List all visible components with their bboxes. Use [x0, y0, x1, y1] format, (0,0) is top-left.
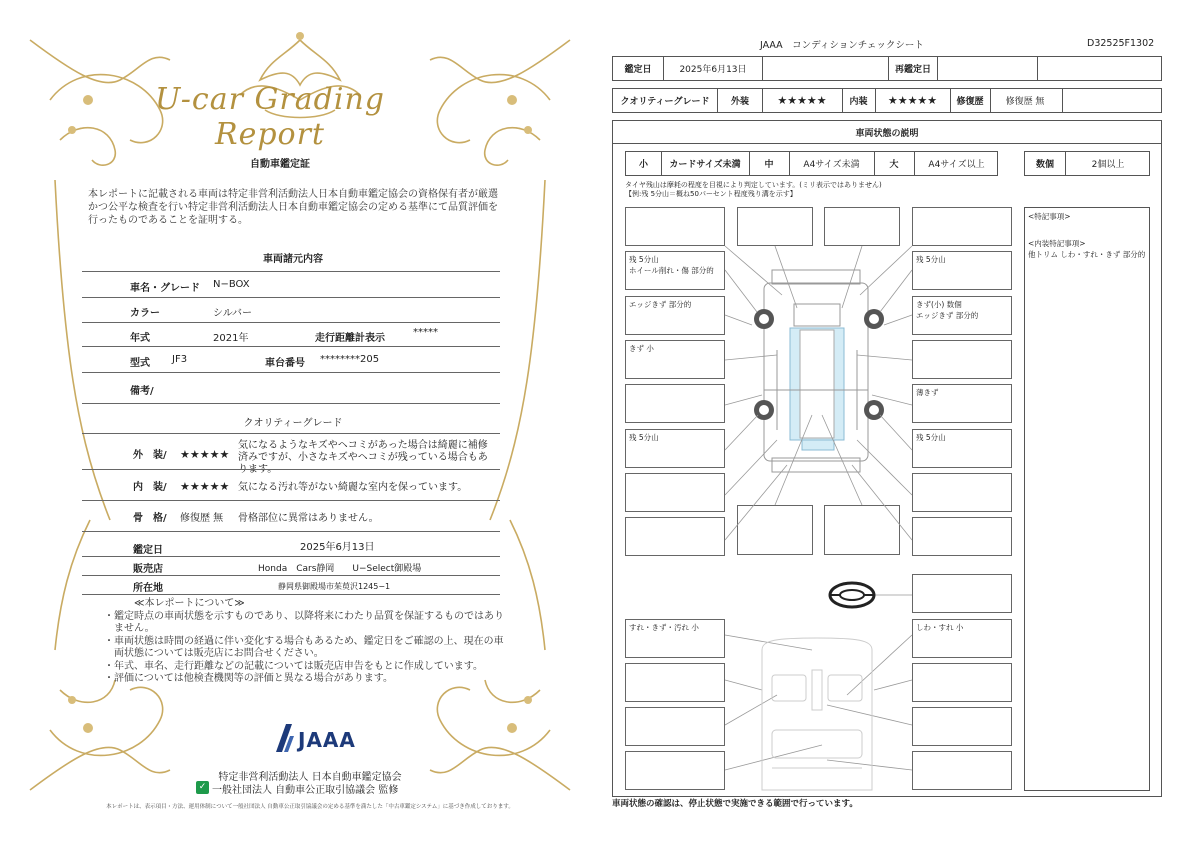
diagram-box-left-6: 残 5分山 — [625, 429, 725, 468]
sheet-int-label: 内装 — [849, 97, 868, 107]
remarks-label: 備考/ — [130, 386, 154, 397]
certificate-title: U-car Grading Report — [155, 82, 385, 152]
divider — [82, 372, 500, 373]
color-value: シルバー — [213, 308, 253, 319]
sheet-int-stars: ★★★★★ — [887, 94, 938, 107]
date-value: 2025年6月13日 — [300, 542, 375, 553]
divider — [1062, 89, 1063, 112]
certificate-subtitle: 自動車鑑定証 — [250, 159, 310, 170]
large-desc: A4サイズ以上 — [928, 160, 985, 170]
sheet-title: JAAA コンディションチェックシート — [760, 40, 924, 51]
car-diagram — [612, 200, 1032, 800]
diagram-box-left-4: きず 小 — [625, 340, 725, 379]
notes-title: ≪本レポートについて≫ — [134, 598, 245, 609]
note-item: ・車両状態は時間の経過に伴い変化する場合もあるため、鑑定日をご確認の上、現在の車両状態については販売店にお問合せください。 — [104, 635, 504, 659]
divider — [82, 403, 500, 404]
address-label: 所在地 — [133, 583, 163, 594]
org-name-1: 特定非営利活動法人 日本自動車鑑定協会 — [218, 772, 402, 783]
model-label: 型式 — [130, 358, 150, 369]
divider — [612, 143, 1162, 144]
car-top-view — [764, 270, 868, 472]
mid-desc: A4サイズ未満 — [803, 160, 860, 170]
large-label: 大 — [889, 160, 899, 170]
sheet-ext-label: 外装 — [730, 97, 749, 107]
sheet-grade-label: クオリティーグレード — [620, 97, 710, 107]
leader-lines — [725, 246, 912, 770]
specs-title: 車両諸元内容 — [263, 254, 323, 265]
car-interior-view — [762, 638, 872, 790]
divider — [82, 594, 500, 595]
divider — [762, 57, 763, 80]
diagram-box-right-2: 残 5分山 — [912, 251, 1012, 290]
sheet-ext-stars: ★★★★★ — [777, 94, 827, 107]
tire-note-2: 【例:残 5分山＝概ね50パーセント程度残り溝を示す】 — [625, 190, 797, 198]
count-legend — [1024, 151, 1150, 176]
count-desc: 2個以上 — [1091, 160, 1125, 170]
notes-section — [104, 598, 504, 686]
date-label: 鑑定日 — [133, 545, 163, 556]
grade-title: クオリティーグレード — [243, 418, 343, 429]
divider — [82, 469, 500, 470]
small-desc: カードサイズ未満 — [669, 160, 741, 170]
diagram-box-int-left-1: すれ・きず・汚れ 小 — [625, 619, 725, 658]
mileage-label: 走行距離計表示 — [315, 333, 385, 344]
divider — [82, 297, 500, 298]
diagram-box-int-right-1: しわ・すれ 小 — [912, 619, 1012, 658]
frame-text: 骨格部位に異常はありません。 — [238, 513, 379, 524]
interior-text: 気になる汚れ等がない綺麗な室内を保っています。 — [238, 482, 468, 493]
special-title: <特記事項> — [1028, 212, 1071, 221]
name-value: N−BOX — [213, 279, 250, 290]
steering-wheel-icon — [830, 583, 874, 607]
divider — [82, 575, 500, 576]
interior-special-text: 他トリム しわ・すれ・きず 部分的 — [1028, 250, 1146, 259]
chassis-value: ********205 — [320, 354, 380, 365]
name-label: 車名・グレード — [130, 283, 200, 294]
sheet-repair-label: 修復歴 — [956, 97, 984, 107]
interior-stars: ★★★★★ — [180, 480, 230, 493]
date-row — [612, 56, 1162, 81]
jaaa-logo-text: JAAA — [298, 728, 356, 752]
diagram-box-left-2: 残 5分山 ホイール削れ・傷 部分的 — [625, 251, 725, 290]
certificate-footer: 本レポートは、表示項目・方法、運用体制について一般社団法人 自動車公正取引協議会の定める基準を満たした「中古車鑑定システム」に基づき作成しております。 — [106, 804, 514, 810]
interior-label: 内 装/ — [133, 482, 167, 493]
diagram-box-left-3: エッジきず 部分的 — [625, 296, 725, 335]
grade-row — [612, 88, 1162, 113]
sheet-footer: 車両状態の確認は、停止状態で実施できる範囲で行っています。 — [612, 799, 858, 809]
divider — [82, 433, 500, 434]
frame-value: 修復歴 無 — [180, 513, 224, 524]
divider — [82, 346, 500, 347]
certificate-intro: 本レポートに記載される車両は特定非営利活動法人日本自動車鑑定協会の資格保有者が厳選かつ公平な検査を行い特定非営利活動法人日本自動車鑑定協会の定める基準にて品質評価を行ったものであることを証明する。 — [88, 189, 498, 226]
sheet-date-label: 鑑定日 — [624, 65, 652, 75]
dealer-label: 販売店 — [133, 564, 163, 575]
jaaa-logo-icon — [272, 722, 296, 754]
exterior-text: 気になるようなキズやヘコミがあった場合は綺麗に補修済みですが、小さなキズやヘコミが残っている場合もあります。 — [238, 440, 488, 475]
divider — [1037, 57, 1038, 80]
year-label: 年式 — [130, 333, 150, 344]
small-label: 小 — [638, 160, 648, 170]
org-name-2: 一般社団法人 自動車公正取引協議会 監修 — [212, 785, 399, 796]
tire-note-1: タイヤ残山は摩耗の程度を目視により判定しています。(ミリ表示ではありません) — [625, 181, 882, 189]
divider — [82, 500, 500, 501]
special-notes-box — [1024, 207, 1150, 791]
fair-trade-icon: ✓ — [196, 781, 209, 794]
model-value: JF3 — [172, 354, 188, 365]
reassess-label: 再鑑定日 — [894, 65, 931, 75]
diagram-box-right-6: 残 5分山 — [912, 429, 1012, 468]
sheet-repair-value: 修復歴 無 — [1005, 97, 1045, 107]
interior-special-title: <内装特記事項> — [1028, 239, 1086, 248]
divider — [82, 271, 500, 272]
divider — [82, 322, 500, 323]
diagram-box-right-5: 薄きず — [912, 384, 1012, 423]
note-item: ・鑑定時点の車両状態を示すものであり、以降将来にわたり品質を保証するものではありません。 — [104, 610, 504, 634]
color-label: カラー — [130, 308, 160, 319]
note-item: ・年式、車名、走行距離などの記載については販売店申告をもとに作成しています。 — [104, 660, 483, 672]
divider — [82, 556, 500, 557]
count-label: 数個 — [1035, 160, 1054, 170]
note-item: ・評価については他検査機関等の評価と異なる場合があります。 — [104, 673, 393, 684]
frame-label: 骨 格/ — [133, 513, 167, 524]
condition-title: 車両状態の説明 — [855, 129, 919, 139]
mid-label: 中 — [764, 160, 774, 170]
exterior-stars: ★★★★★ — [180, 448, 230, 461]
size-legend — [625, 151, 998, 176]
divider — [937, 57, 938, 80]
diagram-box-right-3: きず(小) 数個 エッジきず 部分的 — [912, 296, 1012, 335]
exterior-label: 外 装/ — [133, 450, 167, 461]
divider — [82, 531, 500, 532]
dealer-value: Honda Cars静岡 U−Select御殿場 — [258, 564, 422, 574]
mileage-value: ***** — [413, 327, 438, 338]
doc-id: D32525F1302 — [1087, 38, 1155, 49]
chassis-label: 車台番号 — [265, 358, 305, 369]
year-value: 2021年 — [213, 333, 249, 344]
sheet-date-value: 2025年6月13日 — [679, 65, 747, 75]
address-value: 静岡県御殿場市茱萸沢1245−1 — [278, 582, 391, 591]
